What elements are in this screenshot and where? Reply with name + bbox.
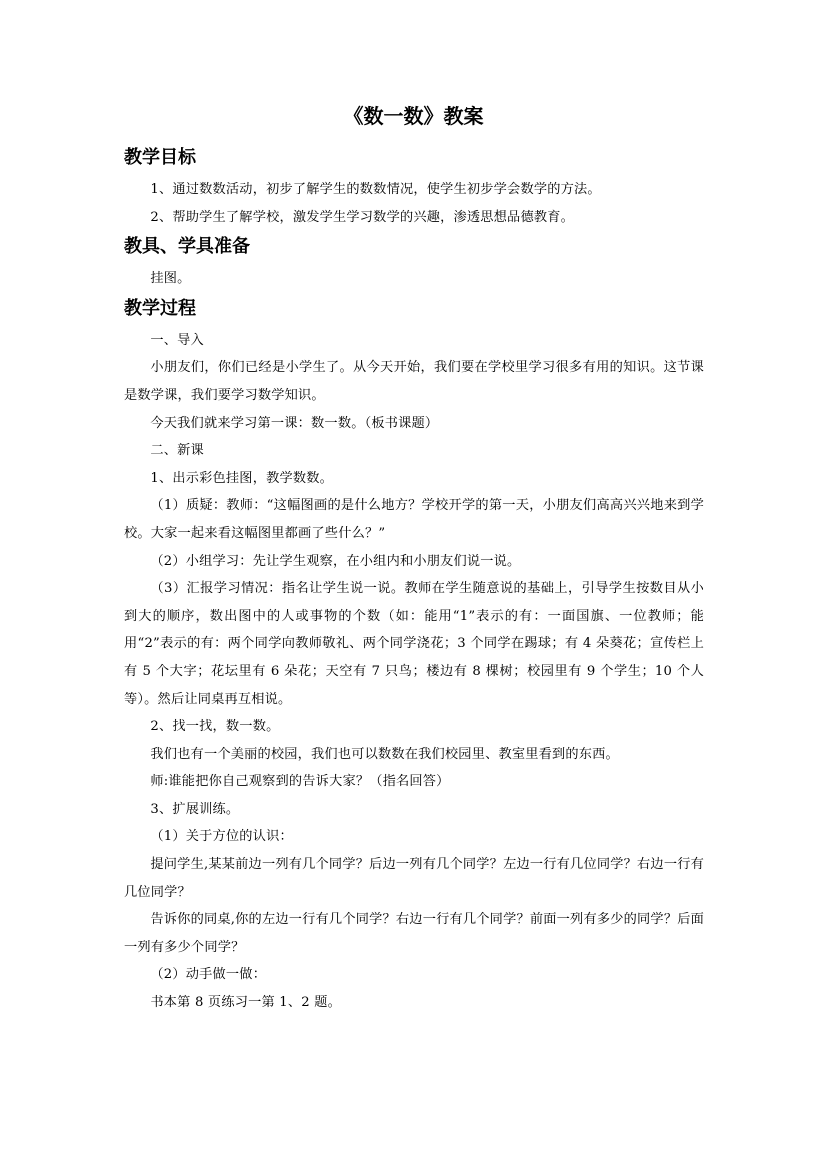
paragraph: 2、帮助学生了解学校，激发学生学习数学的兴趣，渗透思想品德教育。 (150, 209, 574, 225)
paragraph: （2）小组学习：先让学生观察，在小组内和小朋友们说一说。 (150, 553, 521, 569)
section-heading-process: 教学过程 (124, 297, 196, 319)
paragraph: 师:谁能把你自己观察到的告诉大家？（指名回答） (150, 774, 450, 790)
paragraph: 告诉你的同桌,你的左边一行有几个同学？右边一行有几个同学？前面一列有多少的同学？后面一列有多少个同学？ (124, 912, 704, 955)
paragraph: 2、找一找，数一数。 (150, 719, 280, 735)
paragraph: 1、出示彩色挂图，教学数数。 (150, 470, 334, 486)
paragraph: 挂图。 (150, 271, 191, 287)
section-heading-materials: 教具、学具准备 (124, 236, 250, 258)
section-heading-objectives: 教学目标 (124, 147, 196, 168)
paragraph: （2）动手做一做： (150, 967, 267, 983)
document-title: 《数一数》教案 (343, 104, 484, 128)
paragraph: 我们也有一个美丽的校园，我们也可以数数在我们校园里、教室里看到的东西。 (150, 746, 619, 762)
paragraph: （1）关于方位的认识： (150, 829, 293, 845)
paragraph: （3）汇报学习情况：指名让学生说一说。教师在学生随意说的基础上，引导学生按数目从小到大的顺序，数出图中的人或事物的个数（如：能用“1”表示的有：一面国旗、一位教师；能用“2”表示的有：两个同学向教师敬礼、两个同学浇花；3 个同学在踢球；有 4 朵葵花；宣传栏上有 5 个大字；花坛里有 6 朵花；天空有 7 只鸟；楼边有 8 棵树；校园里有 9 个学生；10 个人等）。然后让同桌再互相说。 (124, 581, 704, 707)
document-body (124, 142, 704, 1017)
paragraph: 二、新课 (150, 443, 204, 459)
paragraph: 小朋友们，你们已经是小学生了。从今天开始，我们要在学校里学习很多有用的知识。这节课是数学课，我们要学习数学知识。 (124, 360, 704, 403)
paragraph: 提问学生,某某前边一列有几个同学？后边一列有几个同学？左边一行有几位同学？右边一行有几位同学？ (124, 857, 704, 900)
paragraph: 一、导入 (150, 332, 204, 348)
paragraph: （1）质疑：教师：“这幅图画的是什么地方？学校开学的第一天，小朋友们高高兴兴地来到学校。大家一起来看这幅图里都画了些什么？” (124, 498, 704, 541)
paragraph: 书本第 8 页练习一第 1、2 题。 (150, 995, 341, 1011)
paragraph: 今天我们就来学习第一课：数一数。（板书课题） (150, 415, 439, 431)
paragraph: 3、扩展训练。 (150, 801, 240, 817)
paragraph: 1、通过数数活动，初步了解学生的数数情况，使学生初步学会数学的方法。 (150, 182, 601, 197)
